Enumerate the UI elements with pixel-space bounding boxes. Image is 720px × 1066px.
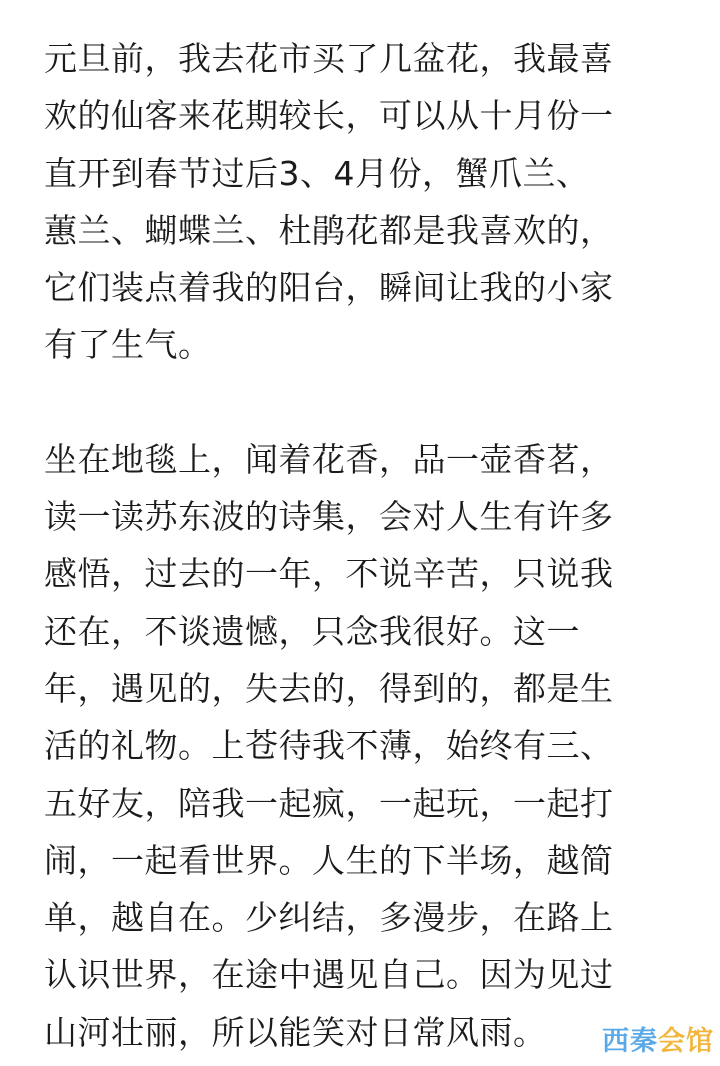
text-line: 有了生气。 <box>44 325 212 365</box>
text-line: 还在，不谈遗憾，只念我很好。这一 <box>44 611 580 651</box>
text-line: 欢的仙客来花期较长，可以从十月份一 <box>44 96 614 136</box>
watermark-part-1: 西秦 <box>602 1026 658 1057</box>
paragraph-spacer <box>44 374 684 431</box>
paragraph-2 <box>44 431 684 1061</box>
watermark-logo <box>602 1019 714 1058</box>
text-line: 山河壮丽，所以能笑对日常风雨。 <box>44 1012 547 1052</box>
text-line: 坐在地毯上，闻着花香，品一壶香茗， <box>44 439 614 479</box>
paragraph-1 <box>44 30 684 374</box>
text-line: 闹，一起看世界。人生的下半场，越简 <box>44 840 614 880</box>
text-line: 活的礼物。上苍待我不薄，始终有三、 <box>44 726 614 766</box>
text-line: 五好友，陪我一起疯，一起玩，一起打 <box>44 783 614 823</box>
text-line: 元旦前，我去花市买了几盆花，我最喜 <box>44 39 614 78</box>
text-line: 直开到春节过后3、4月份，蟹爪兰、 <box>44 153 590 193</box>
watermark-part-2: 会馆 <box>658 1026 714 1057</box>
text-line: 蕙兰、蝴蝶兰、杜鹃花都是我喜欢的， <box>44 210 614 250</box>
text-line: 年，遇见的，失去的，得到的，都是生 <box>44 668 614 708</box>
article-body <box>44 30 684 1061</box>
text-line: 它们装点着我的阳台，瞬间让我的小家 <box>44 268 614 308</box>
text-line: 读一读苏东波的诗集，会对人生有许多 <box>44 497 614 537</box>
text-line: 认识世界，在途中遇见自己。因为见过 <box>44 955 614 995</box>
text-line: 单，越自在。少纠结，多漫步，在路上 <box>44 898 614 938</box>
text-line: 感悟，过去的一年，不说辛苦，只说我 <box>44 554 614 594</box>
